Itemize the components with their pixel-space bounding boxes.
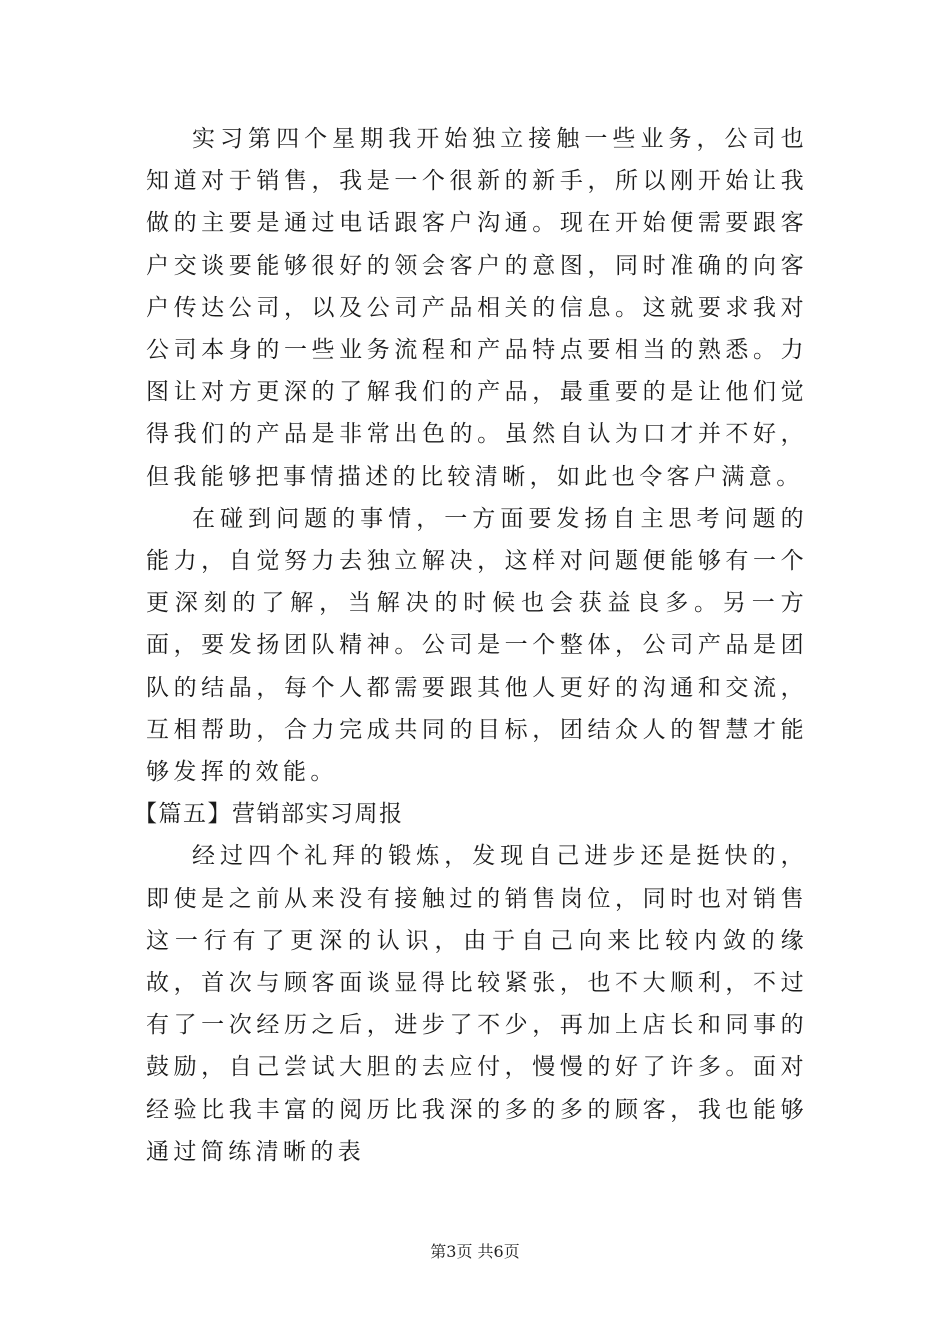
paragraph-section-five: 经过四个礼拜的锻炼，发现自己进步还是挺快的，即使是之前从来没有接触过的销售岗位，同时也对销售这一行有了更深的认识，由于自己向来比较内敛的缘故，首次与顾客面谈显得比较紧张，也不大顺利，不过有了一次经历之后，进步了不少，再加上店长和同事的鼓励，自己尝试大胆的去应付，慢慢的好了许多。面对经验比我丰富的阅历比我深的多的多的顾客，我也能够通过简练清晰的表 [146, 843, 808, 1165]
page-footer: 第3页 共6页 [430, 1242, 520, 1261]
document-body [134, 118, 808, 1173]
paragraph-internship-week4: 实习第四个星期我开始独立接触一些业务，公司也知道对于销售，我是一个很新的新手，所以刚开始让我做的主要是通过电话跟客户沟通。现在开始便需要跟客户交谈要能够很好的领会客户的意图，同时准确的向客户传达公司，以及公司产品相关的信息。这就要求我对公司本身的一些业务流程和产品特点要相当的熟悉。力图让对方更深的了解我们的产品，最重要的是让他们觉得我们的产品是非常出色的。虽然自认为口才并不好，但我能够把事情描述的比较清晰，如此也令客户满意。 [146, 126, 808, 490]
section-heading: 【篇五】营销部实习周报 [134, 801, 404, 828]
paragraph-problem-solving: 在碰到问题的事情，一方面要发扬自主思考问题的能力，自觉努力去独立解决，这样对问题便能够有一个更深刻的了解，当解决的时候也会获益良多。另一方面，要发扬团队精神。公司是一个整体，公司产品是团队的结晶，每个人都需要跟其他人更好的沟通和交流，互相帮助，合力完成共同的目标，团结众人的智慧才能够发挥的效能。 [146, 505, 808, 786]
